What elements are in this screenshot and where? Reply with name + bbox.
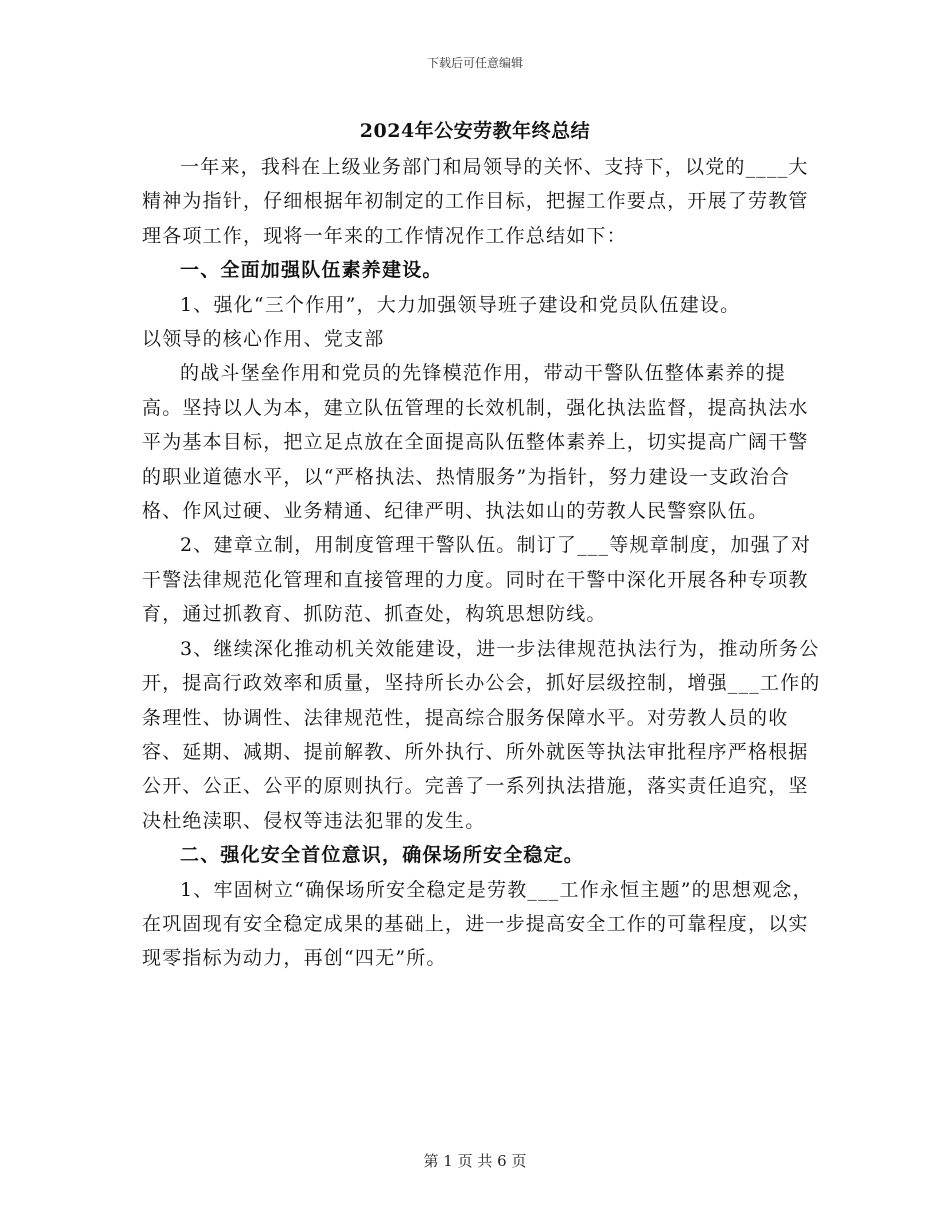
section-heading-1: 一、全面加强队伍素养建设。 xyxy=(180,259,443,282)
paragraph-1-1-body: 的战斗堡垒作用和党员的先锋模范作用，带动干警队伍整体素养的提高。坚持以人为本，建立队伍管理的长效机制，强化执法监督，提高执法水平为基本目标，把立足点放在全面提高队伍整体素养上，切实提高广阔干警的职业道德水平，以“严格执法、热情服务”为指针，努力建设一支政治合格、作风过硬、业务精通、纪律严明、执法如山的劳教人民警察队伍。 xyxy=(142,362,809,523)
document-title: 2024年公安劳教年终总结 xyxy=(359,120,591,142)
paragraph-1-1-continued: 以领导的核心作用、党支部 xyxy=(142,328,385,351)
page-footer: 第 1 页 共 6 页 xyxy=(423,1152,527,1170)
document-body xyxy=(142,150,822,976)
paragraph-2-1: 1、牢固树立“确保场所安全稳定是劳教___工作永恒主题”的思想观念，在巩固现有安全稳定成果的基础上，进一步提高安全工作的可靠程度，以实现零指标为动力，再创“四无”所。 xyxy=(142,878,813,970)
paragraph-1-3: 3、继续深化推动机关效能建设，进一步法律规范执法行为，推动所务公开，提高行政效率和质量，坚持所长办公会，抓好层级控制，增强___工作的条理性、协调性、法律规范性，提高综合服务保障水平。对劳教人员的收容、延期、减期、提前解教、所外执行、所外就医等执法审批程序严格根据公开、公正、公平的原则执行。完善了一系列执法措施，落实责任追究，坚决杜绝渎职、侵权等违法犯罪的发生。 xyxy=(142,637,821,832)
page-header: 下载后可任意编辑 xyxy=(426,56,523,70)
paragraph-1-1: 1、强化“三个作用”，大力加强领导班子建设和党员队伍建设。 xyxy=(180,293,741,316)
paragraph-1-2: 2、建章立制，用制度管理干警队伍。制订了___等规章制度，加强了对干警法律规范化管理和直接管理的力度。同时在干警中深化开展各种专项教育，通过抓教育、抓防范、抓查处，构筑思想防线。 xyxy=(142,534,812,626)
section-heading-2: 二、强化安全首位意识，确保场所安全稳定。 xyxy=(180,844,585,867)
intro-paragraph: 一年来，我科在上级业务部门和局领导的关怀、支持下，以党的____大精神为指针，仔细根据年初制定的工作目标，把握工作要点，开展了劳教管理各项工作，现将一年来的工作情况作工作总结如下： xyxy=(142,156,809,247)
